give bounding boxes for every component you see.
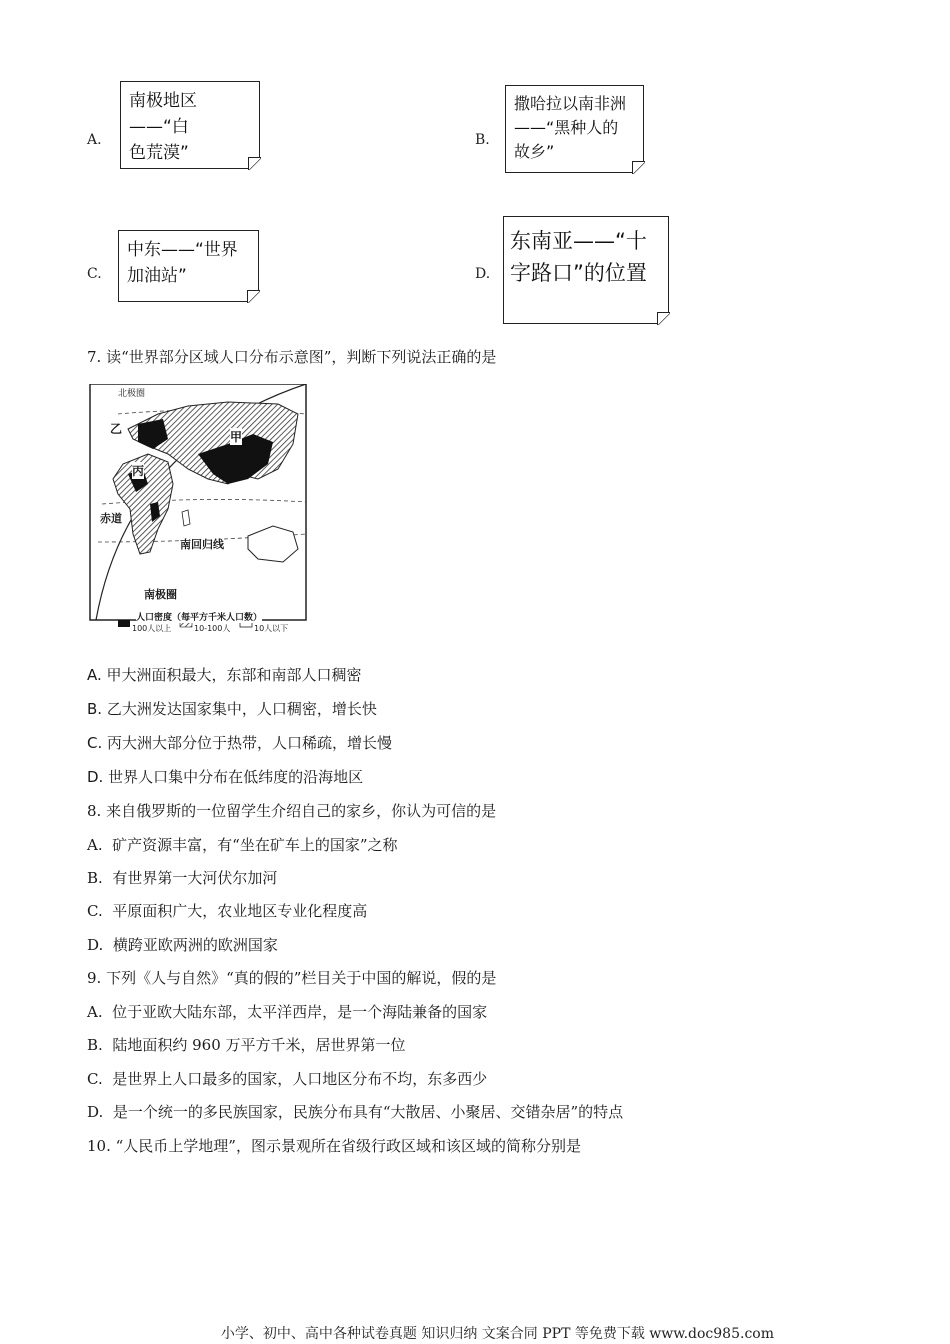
q7-option-a: [87, 664, 362, 685]
option-a-note-line2: 色荒漠”: [129, 143, 189, 163]
legend-high: 100人以上: [132, 624, 172, 633]
q9-option-b-text: 陆地面积约 960 万平方千米，居世界第一位: [112, 1036, 406, 1054]
option-b-note: [505, 85, 644, 173]
q9-option-c: [87, 1068, 487, 1089]
option-b-note-line3: 故乡”: [514, 142, 555, 161]
q8-option-c: [87, 900, 367, 921]
q7-option-b: [87, 698, 377, 719]
population-map: [88, 384, 312, 638]
q9-option-d: [87, 1101, 623, 1122]
q7-option-c-letter: C.: [87, 734, 103, 752]
option-a-letter: A.: [87, 132, 102, 148]
option-c-note-line1: 中东——“世界: [127, 240, 238, 260]
page-fold-icon: [632, 161, 645, 174]
q7-option-b-letter: B.: [87, 700, 103, 718]
option-a-note-line1: 南极地区——“白: [129, 91, 197, 137]
legend-mid: 10-100人: [194, 624, 231, 633]
option-d-note-line1: 东南亚——“十: [510, 229, 647, 253]
q8-option-b-text: 有世界第一大河伏尔加河: [112, 869, 278, 887]
q9-option-c-letter: C.: [87, 1070, 103, 1088]
q9-option-c-text: 是世界上人口最多的国家，人口地区分布不均，东多西少: [112, 1070, 488, 1088]
q7-option-d-text: 世界人口集中分布在低纬度的沿海地区: [108, 768, 364, 786]
q7-option-b-text: 乙大洲发达国家集中，人口稠密，增长快: [106, 700, 377, 718]
q8-option-a: [87, 834, 398, 855]
q8-option-c-text: 平原面积广大，农业地区专业化程度高: [112, 902, 368, 920]
q8-option-d-letter: D.: [87, 936, 104, 954]
q8-option-b: [87, 867, 277, 888]
q7-option-c: [87, 732, 392, 753]
option-d-note: [503, 216, 669, 324]
q9-option-d-text: 是一个统一的多民族国家，民族分布具有“大散居、小聚居、交错杂居”的特点: [112, 1103, 624, 1121]
q7-option-d-letter: D.: [87, 768, 104, 786]
q7-option-c-text: 丙大洲大部分位于热带，人口稀疏，增长慢: [107, 734, 393, 752]
legend-low: 10人以下: [254, 624, 289, 633]
question-10-stem: 10. “人民币上学地理”，图示景观所在省级行政区域和该区域的简称分别是: [87, 1137, 581, 1155]
q7-option-a-letter: A.: [87, 666, 102, 684]
option-b-note-line2: ——“黑种人的: [514, 118, 619, 137]
q8-option-c-letter: C.: [87, 902, 103, 920]
option-d-note-line2: 字路口”的位置: [510, 261, 647, 285]
option-b-letter: B.: [475, 132, 490, 148]
q8-option-d-text: 横跨亚欧两洲的欧洲国家: [112, 936, 278, 954]
q8-option-b-letter: B.: [87, 869, 103, 887]
q9-option-a: [87, 1001, 487, 1022]
page-fold-icon: [657, 312, 670, 325]
q8-option-a-letter: A.: [87, 836, 103, 854]
q9-option-a-letter: A.: [87, 1003, 103, 1021]
option-c-note: [118, 230, 259, 302]
legend-title: 人口密度（每平方千米人口数）: [136, 610, 262, 623]
option-c-letter: C.: [87, 266, 102, 282]
q9-option-d-letter: D.: [87, 1103, 104, 1121]
option-d-letter: D.: [475, 266, 491, 282]
page-footer: [0, 1323, 950, 1343]
page-fold-icon: [248, 157, 261, 170]
q8-option-d: [87, 934, 278, 955]
option-a-note: [120, 81, 260, 169]
page-fold-icon: [247, 290, 260, 303]
footer-text[interactable]: 小学、初中、高中各种试卷真题 知识归纳 文案合同 PPT 等免费下载 www.doc985.com: [220, 1326, 774, 1342]
q8-option-a-text: 矿产资源丰富，有“坐在矿车上的国家”之称: [112, 836, 398, 854]
question-7-stem: 7. 读“世界部分区域人口分布示意图”，判断下列说法正确的是: [87, 348, 497, 366]
map-label-bing: 丙: [132, 464, 145, 478]
map-label-equator: 赤道: [100, 512, 122, 525]
map-label-north: 北极圈: [118, 389, 146, 399]
q9-option-b-letter: B.: [87, 1036, 103, 1054]
option-c-note-line2: 加油站”: [127, 266, 187, 286]
map-label-antarctic: 南极圈: [144, 588, 177, 601]
map-label-yi: 乙: [110, 422, 123, 436]
q9-option-a-text: 位于亚欧大陆东部，太平洋西岸，是一个海陆兼备的国家: [112, 1003, 488, 1021]
question-9-stem: 9. 下列《人与自然》“真的假的”栏目关于中国的解说，假的是: [87, 969, 497, 987]
q7-option-d: [87, 766, 363, 787]
q9-option-b: [87, 1034, 406, 1055]
option-b-note-line1: 撒哈拉以南非洲: [514, 94, 627, 113]
map-label-tropic: 南回归线: [180, 538, 224, 551]
question-8-stem: 8. 来自俄罗斯的一位留学生介绍自己的家乡，你认为可信的是: [87, 802, 497, 820]
q7-option-a-text: 甲大洲面积最大，东部和南部人口稠密: [106, 666, 362, 684]
map-label-jia: 甲: [230, 430, 243, 444]
